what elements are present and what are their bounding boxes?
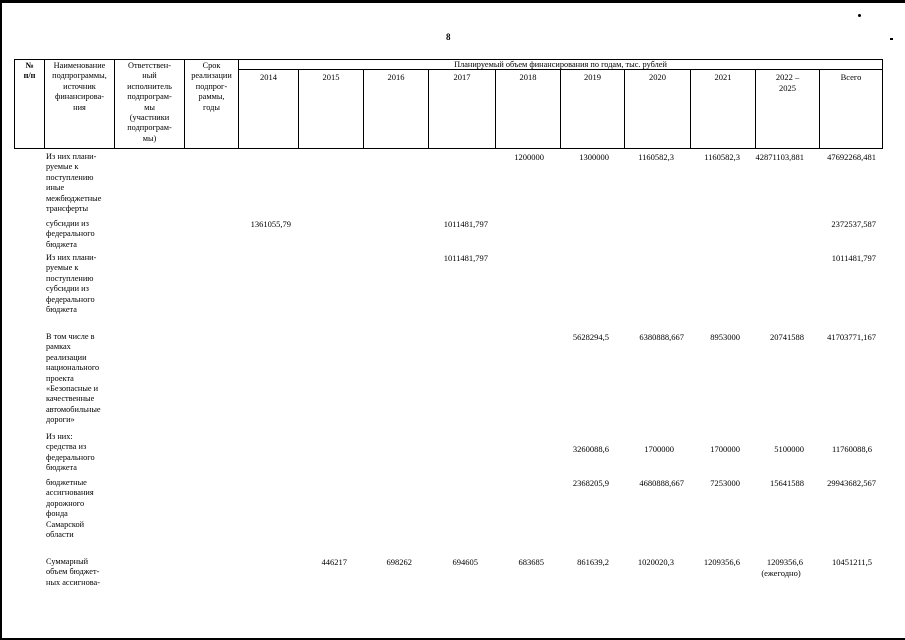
cell-2022-2025: 42871103,881 bbox=[755, 152, 804, 162]
cell-2021: 1209356,6 bbox=[703, 557, 740, 567]
cell-2015: 446217 bbox=[321, 557, 347, 567]
cell-2022-2025: 15641588 bbox=[770, 478, 804, 488]
cell-2020: 1160582,3 bbox=[638, 152, 674, 162]
year-2021: 2021 bbox=[714, 72, 732, 82]
header-planned-volume: Планируемый объем финансирования по годам, тыс. рублей bbox=[454, 60, 667, 69]
cell-2018: 1200000 bbox=[514, 152, 544, 162]
cell-2019: 1300000 bbox=[579, 152, 609, 162]
row-name: бюджетные ассигнования дорожного фонда Самарской области bbox=[46, 478, 94, 540]
cell-2019: 3260088,6 bbox=[572, 444, 609, 454]
header-term: Срок реализации подпрог- раммы, годы bbox=[191, 61, 232, 112]
year-2019: 2019 bbox=[584, 72, 601, 82]
cell-2021: 8953000 bbox=[710, 332, 740, 342]
cell-2017: 694605 bbox=[452, 557, 478, 567]
cell-total: 41703771,167 bbox=[827, 332, 876, 342]
cell-2022-2025: 20741588 bbox=[770, 332, 804, 342]
cell-total: 10451211,5 bbox=[831, 557, 872, 567]
cell-total: 47692268,481 bbox=[827, 152, 876, 162]
cell-total: 2372537,587 bbox=[831, 219, 876, 229]
scan-mark bbox=[890, 38, 893, 40]
cell-2017: 1011481,797 bbox=[443, 219, 488, 229]
cell-2017: 1011481,797 bbox=[443, 253, 488, 263]
cell-2020: 6380888,667 bbox=[639, 332, 684, 342]
cell-total: 1011481,797 bbox=[831, 253, 876, 263]
row-name: Из них плани- руемые к поступлению субсидии из федерального бюджета bbox=[46, 253, 97, 315]
row-name: Из них: средства из федерального бюджета bbox=[46, 432, 95, 473]
cell-2014: 1361055,79 bbox=[250, 219, 291, 229]
cell-2020: 4680888,667 bbox=[639, 478, 684, 488]
cell-2018: 683685 bbox=[518, 557, 544, 567]
cell-2016: 698262 bbox=[386, 557, 412, 567]
year-total: Всего bbox=[840, 72, 862, 82]
cell-2020: 1020020,3 bbox=[637, 557, 674, 567]
header-number: № п/п bbox=[23, 61, 36, 81]
cell-total: 11760088,6 bbox=[831, 444, 872, 454]
header-responsible: Ответствен- ный исполнитель подпрограм- мы (участники подпрограм- мы) bbox=[127, 61, 172, 143]
table-header bbox=[14, 59, 883, 149]
cell-2019: 5628294,5 bbox=[572, 332, 609, 342]
row-name: субсидии из федерального бюджета bbox=[46, 219, 95, 249]
row-name: В том числе в рамках реализации национального проекта «Безопасные и качественные автомобильные дороги» bbox=[46, 332, 101, 425]
year-2018: 2018 bbox=[519, 72, 537, 82]
row-name: Из них плани- руемые к поступлению иные межбюджетные трансферты bbox=[46, 152, 102, 214]
year-2014: 2014 bbox=[260, 72, 277, 82]
cell-2022-2025: 1209356,6 bbox=[766, 557, 803, 567]
row-name: Суммарный объем бюджет- ных ассигнова- bbox=[46, 557, 100, 587]
page-top-border bbox=[0, 0, 905, 3]
page-number: 8 bbox=[446, 32, 451, 42]
year-2017: 2017 bbox=[453, 72, 471, 82]
year-2020: 2020 bbox=[649, 72, 666, 82]
header-name: Наименование подпрограммы, источник финансирова- ния bbox=[52, 61, 107, 112]
year-2015: 2015 bbox=[322, 72, 340, 82]
annual-note: (ежегодно) bbox=[761, 568, 801, 578]
cell-2019: 861639,2 bbox=[577, 557, 609, 567]
cell-total: 29943682,567 bbox=[827, 478, 876, 488]
cell-2021: 7253000 bbox=[710, 478, 740, 488]
cell-2020: 1700000 bbox=[644, 444, 674, 454]
page-left-border bbox=[0, 0, 2, 640]
cell-2019: 2368205,9 bbox=[572, 478, 609, 488]
cell-2021: 1700000 bbox=[710, 444, 740, 454]
year-2022-2025: 2022 – 2025 bbox=[775, 72, 800, 93]
cell-2021: 1160582,3 bbox=[704, 152, 740, 162]
cell-2022-2025: 5100000 bbox=[774, 444, 804, 454]
year-2016: 2016 bbox=[387, 72, 405, 82]
scan-mark bbox=[858, 14, 861, 17]
